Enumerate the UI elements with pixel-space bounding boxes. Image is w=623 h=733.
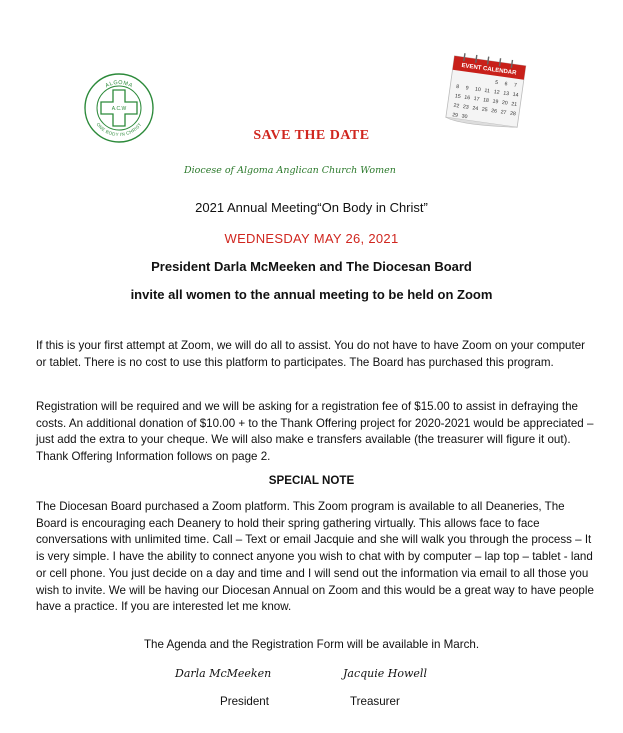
calendar-day-number: 21 xyxy=(510,101,518,108)
meeting-title: 2021 Annual Meeting“On Body in Christ” xyxy=(195,200,428,215)
signature-treasurer: Jacquie Howell xyxy=(343,667,427,680)
role-treasurer: Treasurer xyxy=(350,695,400,708)
event-calendar-image xyxy=(436,52,528,128)
calendar-day-number: 29 xyxy=(451,112,459,119)
invite-line-2: invite all women to the annual meeting to be held on Zoom xyxy=(130,287,493,302)
invite-line-1: President Darla McMeeken and The Diocesan Board xyxy=(151,259,472,274)
special-note-heading: SPECIAL NOTE xyxy=(268,474,355,487)
calendar-day-number: 10 xyxy=(474,86,482,94)
calendar-day-number: 30 xyxy=(461,113,468,121)
calendar-day-number: 28 xyxy=(509,110,517,118)
diocese-name: Diocese of Algoma Anglican Church Women xyxy=(184,165,396,176)
calendar-day-number: 22 xyxy=(453,102,460,110)
svg-text:ONE BODY IN CHRIST: ONE BODY IN CHRIST xyxy=(95,121,143,138)
calendar-day-number: 25 xyxy=(481,106,488,114)
role-president: President xyxy=(220,695,269,708)
calendar-day-number: 12 xyxy=(493,89,500,96)
svg-text:A.C.W: A.C.W xyxy=(111,106,127,112)
agenda-note: The Agenda and the Registration Form will be available in March. xyxy=(143,638,480,651)
calendar-day-number: 7 xyxy=(513,82,518,89)
calendar-day-number: 20 xyxy=(501,99,509,107)
meeting-date: WEDNESDAY MAY 26, 2021 xyxy=(224,231,399,246)
calendar-day-number: 14 xyxy=(512,91,519,99)
svg-text:ALGOMA: ALGOMA xyxy=(104,79,134,90)
paragraph-zoom-intro: If this is your first attempt at Zoom, we will do all to assist. You do not have to have Zoom on your computer or tablet. There is no cost to use this platform to participates. The Board has purchased this program. xyxy=(36,339,586,369)
paragraph-registration: Registration will be required and we will be asking for a registration fee of $15.00 to assist in defraying the costs. An additional donation of $10.00 + to the Thank Offering project for 2020-2021 would be appreciated – just add the extra to your cheque. We will also make e transfers available (the treasurer will figure it out). Thank Offering Information follows on page 2. xyxy=(36,400,594,464)
calendar-day-number: 27 xyxy=(500,109,507,117)
calendar-day-number: 17 xyxy=(473,95,480,103)
calendar-day-number: 6 xyxy=(504,81,508,88)
calendar-day-number: 13 xyxy=(502,90,510,98)
paragraph-special-note: The Diocesan Board purchased a Zoom platform. This Zoom program is available to all Deaneries, The Board is encouraging each Deanery to hold their spring gathering virtually. This allows face to face conversations with unlimited time. Call – Text or email Jacquie and she will walk you through the process – It is very simple. I have the ability to connect anyone you wish to chat with by computer – lap top – tablet - land or cell phone. You just decide on a day and time and I will send out the information via email to all those you wish to invite. We will be having our Diocesan Annual on Zoom and this would be a great way to have people have a practice. If you are interested let me know. xyxy=(36,500,594,614)
calendar-day-number: 24 xyxy=(471,105,479,113)
calendar-day-number: 11 xyxy=(483,87,491,95)
calendar-day-number: 15 xyxy=(454,93,462,101)
calendar-day-number: 8 xyxy=(455,83,460,91)
calendar-day-number: 26 xyxy=(490,108,498,115)
page-title: SAVE THE DATE xyxy=(253,128,370,143)
svg-text:EVENT CALENDAR: EVENT CALENDAR xyxy=(461,62,517,77)
signature-president: Darla McMeeken xyxy=(175,667,272,680)
calendar-day-number: 23 xyxy=(462,104,470,111)
calendar-day-number: 16 xyxy=(463,94,471,102)
calendar-day-number: 18 xyxy=(482,97,490,105)
calendar-day-number: 5 xyxy=(494,79,499,87)
calendar-day-number: 19 xyxy=(492,98,499,106)
calendar-day-number: 9 xyxy=(465,85,469,92)
